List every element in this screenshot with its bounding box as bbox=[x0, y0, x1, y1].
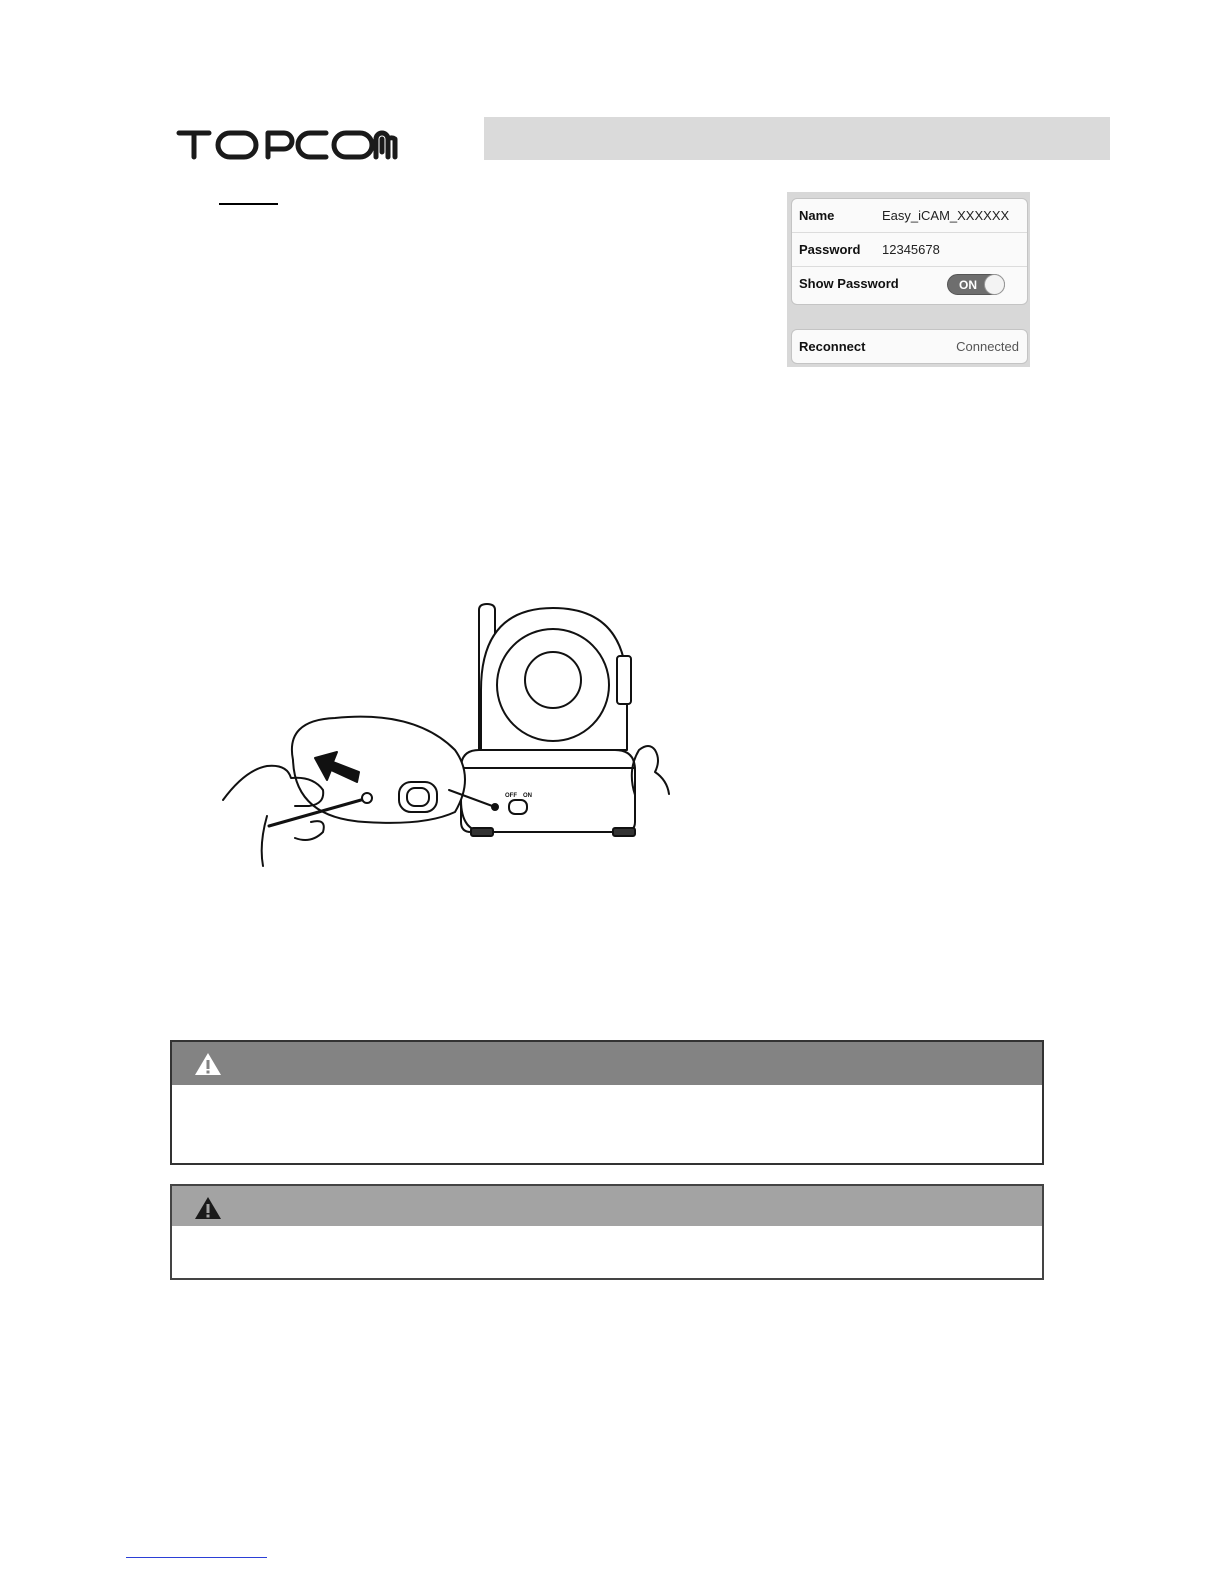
warning-header bbox=[172, 1042, 1042, 1085]
switch-on-label: ON bbox=[523, 793, 532, 799]
show-password-row bbox=[792, 267, 1027, 301]
camera-lens bbox=[525, 652, 581, 708]
camera-foot-right bbox=[613, 828, 635, 836]
password-row bbox=[792, 233, 1027, 267]
section-underline bbox=[219, 203, 278, 205]
name-row bbox=[792, 199, 1027, 233]
reconnect-status: Connected bbox=[956, 339, 1019, 354]
name-value: Easy_iCAM_XXXXXX bbox=[882, 208, 1010, 223]
header-bar bbox=[484, 117, 1110, 160]
toggle-knob bbox=[984, 274, 1005, 295]
switch-off-label: OFF bbox=[505, 793, 517, 799]
caution-header bbox=[172, 1186, 1042, 1226]
wifi-settings-panel bbox=[787, 192, 1030, 367]
warning-icon bbox=[194, 1052, 222, 1076]
camera-base bbox=[461, 750, 635, 832]
reconnect-label: Reconnect bbox=[799, 339, 866, 354]
warning-box bbox=[170, 1040, 1044, 1165]
name-label: Name bbox=[799, 208, 835, 223]
password-label: Password bbox=[799, 242, 861, 257]
topcom-logo bbox=[176, 128, 398, 160]
show-password-label: Show Password bbox=[799, 276, 899, 291]
camera-reset-illustration bbox=[215, 600, 685, 872]
hand-right bbox=[632, 746, 669, 795]
reconnect-group bbox=[791, 329, 1028, 364]
power-switch bbox=[509, 800, 527, 814]
footer-link-underline[interactable] bbox=[126, 1557, 267, 1558]
network-settings-group bbox=[791, 198, 1028, 305]
reconnect-row[interactable] bbox=[792, 330, 1027, 364]
password-value: 12345678 bbox=[882, 242, 940, 257]
reset-hole-zoomed bbox=[362, 793, 372, 803]
caution-box bbox=[170, 1184, 1044, 1280]
toggle-state-label: ON bbox=[959, 278, 977, 292]
zoom-bubble bbox=[292, 717, 465, 823]
camera-reset-drawing bbox=[215, 600, 685, 872]
show-password-toggle[interactable] bbox=[947, 274, 1005, 295]
camera-foot-left bbox=[471, 828, 493, 836]
topcom-logo-mark bbox=[176, 128, 398, 160]
warning-icon bbox=[194, 1196, 222, 1220]
